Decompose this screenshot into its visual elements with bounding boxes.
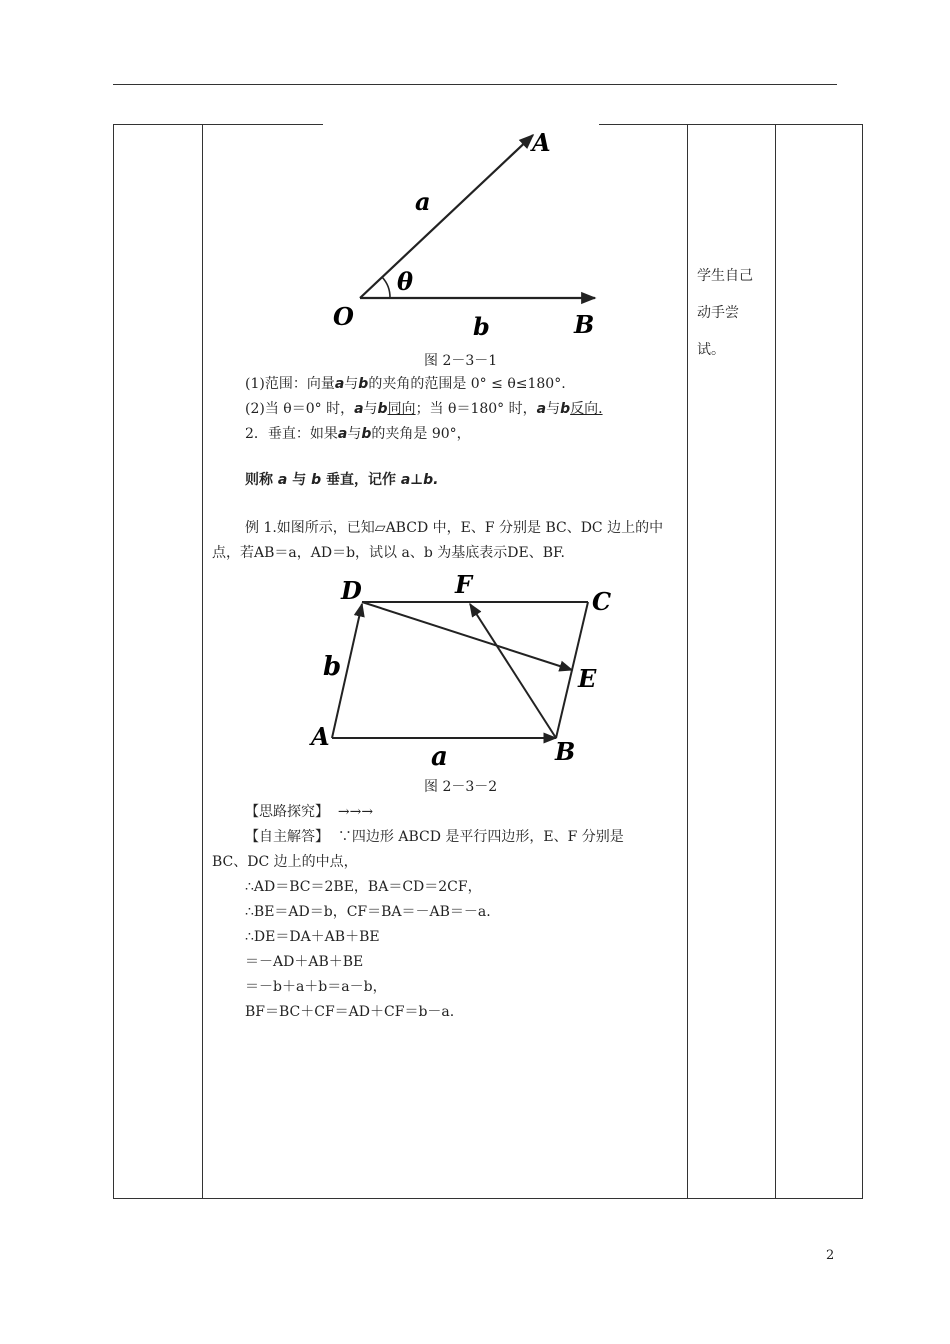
step-5: ＝－b＋a＋b＝a－b， — [245, 979, 387, 995]
perp-mid: 的夹角是 90°， — [371, 426, 471, 442]
perp-result-3: a⊥b. — [400, 472, 439, 488]
same-direction: 同向 — [387, 401, 416, 417]
idea-content: →→→ — [337, 804, 374, 820]
vector-DE-arrow — [362, 602, 572, 670]
figure1-caption: 图 2－3－1 — [424, 353, 498, 369]
vec-a: a — [334, 376, 345, 392]
case-prefix: (2)当 θ＝0° 时， — [245, 401, 355, 417]
yu: 与 — [363, 401, 378, 417]
idea-label: 【思路探究】 — [245, 804, 329, 820]
vec-a: a — [354, 401, 364, 417]
yu: 与 — [344, 376, 359, 392]
vec-b: b — [311, 472, 322, 488]
label-A: A — [532, 128, 551, 157]
note-line-2: 动手尝 — [697, 305, 739, 321]
vec-a: a — [277, 472, 288, 488]
step-1: ∴AD＝BC＝2BE，BA＝CD＝2CF， — [245, 879, 482, 895]
case-mid: ；当 θ＝180° 时， — [415, 401, 537, 417]
step-3: ∴DE＝DA＋AB＋BE — [245, 929, 380, 945]
figure-parallelogram — [305, 565, 625, 775]
perp-line — [245, 422, 471, 447]
step-4: ＝－AD＋AB＋BE — [245, 954, 364, 970]
perp-prefix: 2．垂直：如果 — [245, 426, 338, 442]
note-line-3: 试。 — [697, 342, 725, 358]
label-E: E — [578, 664, 597, 693]
yu: 与 — [292, 472, 307, 488]
vec-b: b — [361, 426, 372, 442]
label-b: b — [323, 652, 342, 682]
student-note — [697, 258, 767, 369]
column-divider-3 — [775, 124, 776, 1199]
case-line — [245, 397, 603, 422]
example-line-2: 点，若AB＝a，AD＝b，试以 a、b 为基底表示DE、BF. — [212, 545, 565, 561]
answer-label: 【自主解答】 — [245, 829, 329, 845]
vector-BF-arrow — [470, 604, 556, 738]
label-C: C — [592, 587, 612, 616]
answer-line-1 — [245, 825, 624, 850]
vec-a: a — [536, 401, 547, 417]
range-prefix: (1)范围：向量 — [245, 376, 335, 392]
header-rule — [113, 84, 837, 85]
figure2-caption: 图 2－3－2 — [424, 779, 498, 795]
example-line-1: 例 1.如图所示，已知▱ABCD 中，E、F 分别是 BC、DC 边上的中 — [245, 520, 664, 536]
perp-result-1: 则称 — [245, 472, 273, 488]
perp-result-2: 垂直，记作 — [325, 472, 396, 488]
answer-line-2: BC、DC 边上的中点， — [212, 854, 358, 870]
yu: 与 — [347, 426, 362, 442]
label-a: a — [415, 187, 431, 216]
range-mid: 的夹角的范围是 0° ≤ θ≤180°. — [368, 376, 566, 392]
vec-b: b — [358, 376, 369, 392]
vec-a: a — [337, 426, 348, 442]
label-a: a — [431, 742, 448, 772]
answer-1: ∵四边形 ABCD 是平行四边形，E、F 分别是 — [337, 829, 624, 845]
angle-arc — [382, 277, 390, 298]
note-line-1: 学生自己 — [697, 268, 753, 284]
page-number: 2 — [826, 1248, 835, 1263]
opposite-direction: 反向. — [570, 401, 603, 417]
vec-b: b — [377, 401, 388, 417]
perp-result-line — [245, 468, 438, 493]
label-D: D — [341, 576, 362, 605]
range-line — [245, 372, 566, 397]
column-divider-1 — [202, 124, 203, 1199]
label-O: O — [333, 302, 354, 331]
label-A: A — [311, 722, 330, 751]
column-divider-2 — [687, 124, 688, 1199]
vector-a-arrow — [360, 135, 533, 298]
step-6: BF＝BC＋CF＝AD＋CF＝b－a. — [245, 1004, 455, 1020]
idea-line — [245, 800, 373, 825]
label-b: b — [473, 312, 490, 341]
yu: 与 — [546, 401, 561, 417]
label-B: B — [574, 310, 595, 339]
label-theta: θ — [397, 267, 414, 296]
step-2: ∴BE＝AD＝b，CF＝BA＝－AB＝－a. — [245, 904, 491, 920]
label-F: F — [455, 570, 473, 599]
label-B: B — [555, 737, 576, 766]
figure-angle-between-vectors — [325, 125, 605, 345]
vec-b: b — [560, 401, 571, 417]
